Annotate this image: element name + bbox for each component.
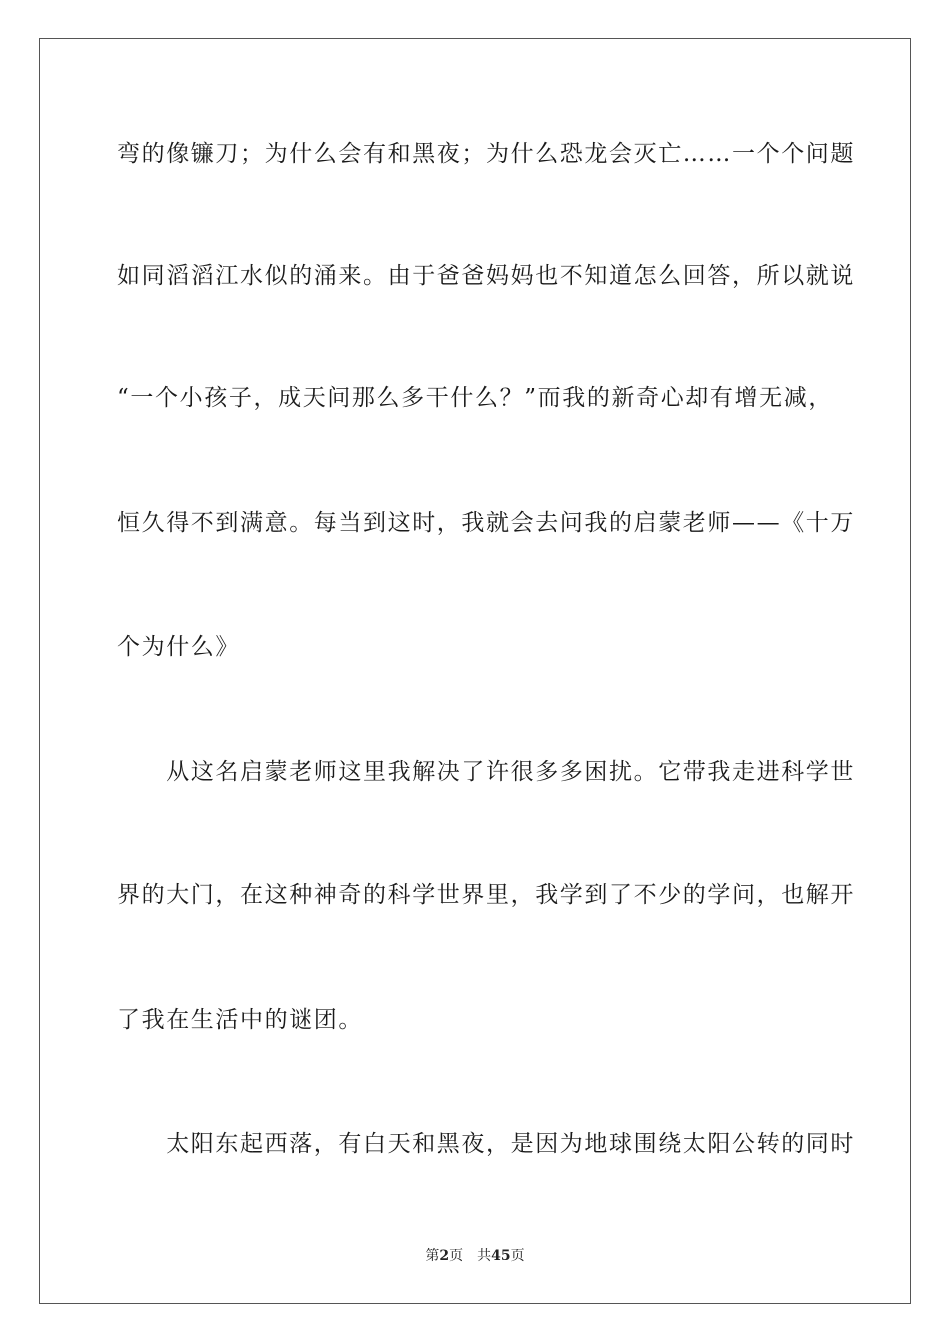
footer-page-number: 2 bbox=[439, 1248, 450, 1264]
text-line-2: 如同滔滔江水似的涌来。由于爸爸妈妈也不知道怎么回答，所以就说 bbox=[117, 263, 855, 289]
page-footer bbox=[0, 1247, 950, 1265]
footer-page-suffix: 页 bbox=[449, 1248, 464, 1264]
page-border bbox=[39, 38, 911, 1304]
text-line-3: “一个小孩子，成天问那么多干什么？”而我的新奇心却有增无减， bbox=[117, 385, 833, 411]
text-line-6: 从这名启蒙老师这里我解决了许很多多困扰。它带我走进科学世 bbox=[117, 759, 855, 785]
text-line-4: 恒久得不到满意。每当到这时，我就会去问我的启蒙老师——《十万 bbox=[117, 510, 855, 536]
footer-total-suffix: 页 bbox=[510, 1248, 525, 1264]
text-line-9: 太阳东起西落，有白天和黑夜，是因为地球围绕太阳公转的同时 bbox=[117, 1131, 855, 1157]
footer-total-prefix: 共 bbox=[477, 1248, 492, 1264]
footer-page-prefix: 第 bbox=[425, 1248, 440, 1264]
footer-total-number: 45 bbox=[491, 1248, 511, 1264]
text-line-7: 界的大门，在这种神奇的科学世界里，我学到了不少的学问，也解开 bbox=[117, 882, 855, 908]
text-line-8: 了我在生活中的谜团。 bbox=[117, 1007, 363, 1033]
text-line-5: 个为什么》 bbox=[117, 634, 240, 660]
text-line-1: 弯的像镰刀；为什么会有和黑夜；为什么恐龙会灭亡……一个个问题 bbox=[117, 141, 855, 167]
